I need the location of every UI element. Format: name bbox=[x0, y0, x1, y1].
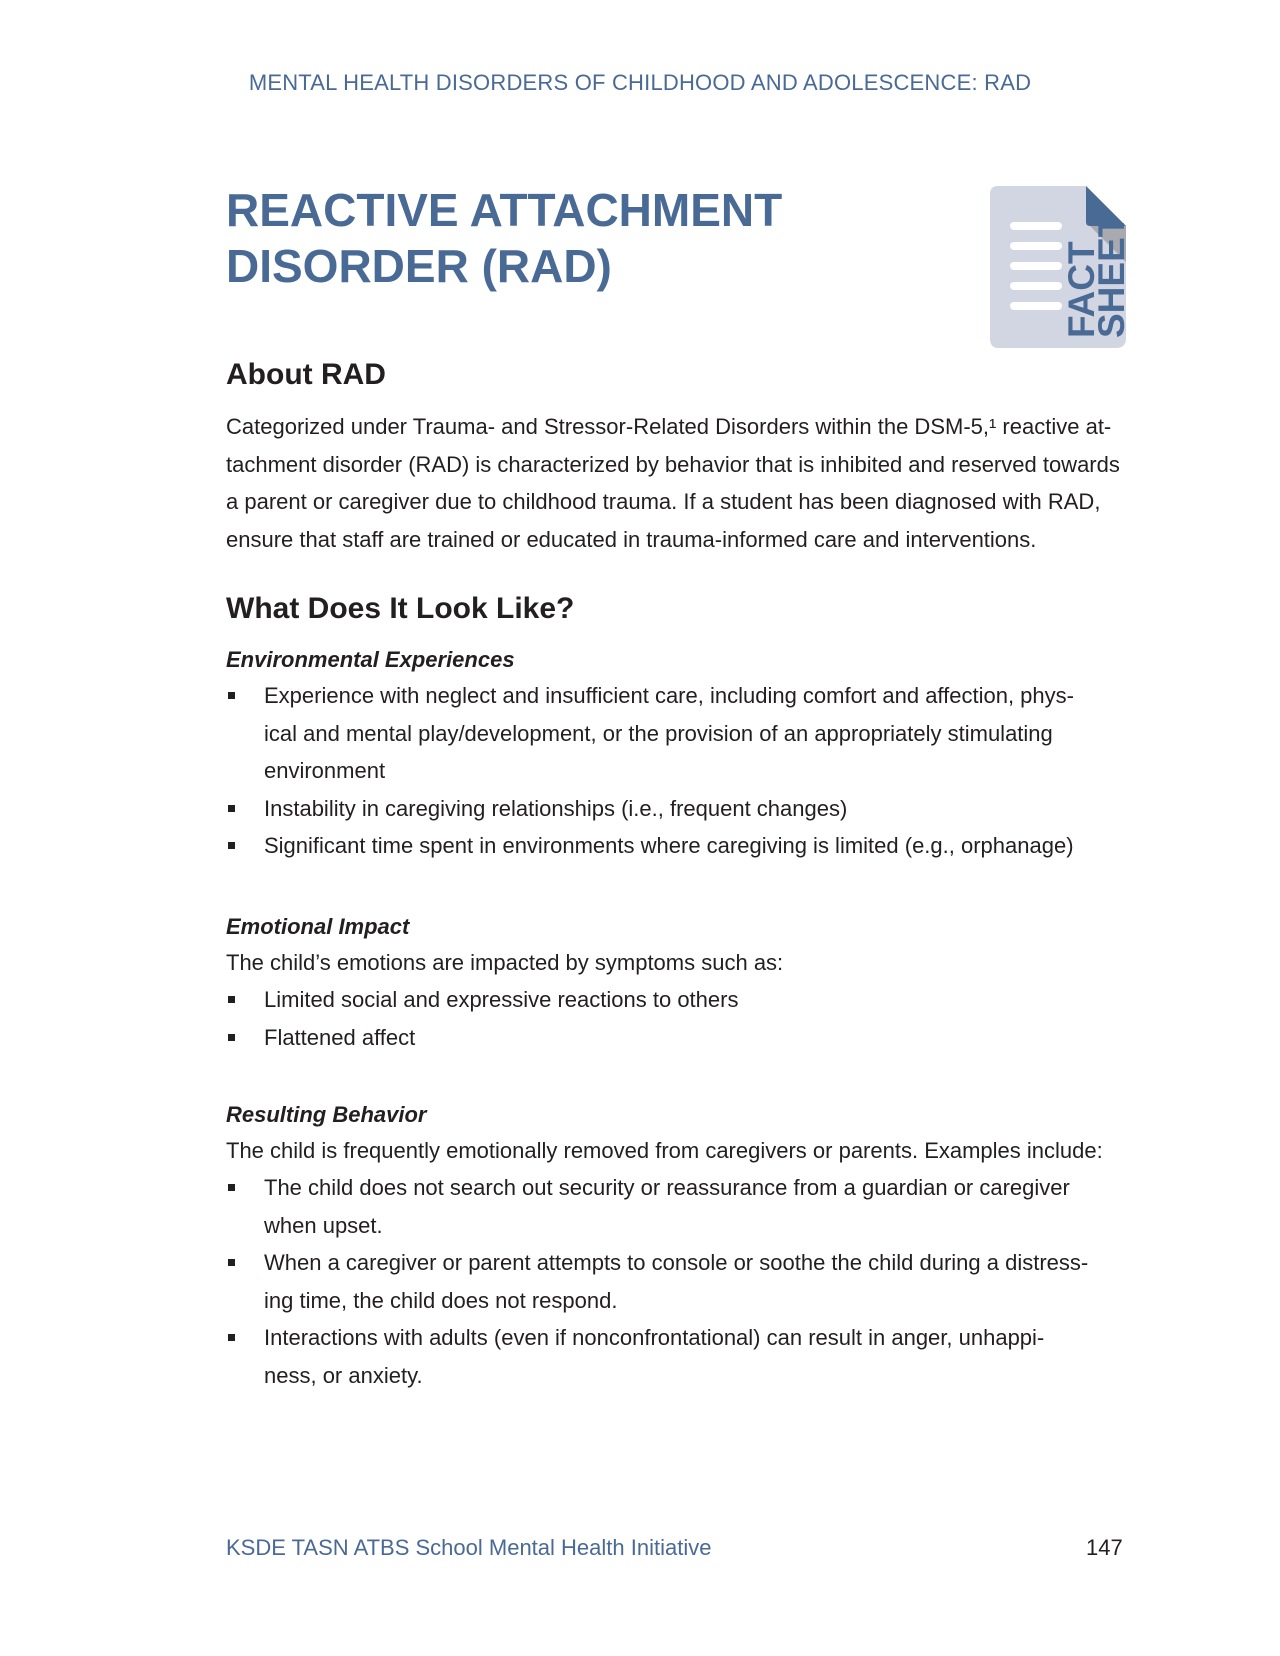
text-line: Flattened affect bbox=[264, 1024, 416, 1050]
sheet-word: SHEET bbox=[1091, 214, 1132, 338]
text-line: ing time, the child does not respond. bbox=[264, 1287, 618, 1313]
list-item bbox=[226, 677, 1126, 790]
running-head: MENTAL HEALTH DISORDERS OF CHILDHOOD AND ADOLESCENCE: RAD bbox=[248, 70, 1032, 95]
list-item bbox=[226, 827, 1126, 865]
text-line: a parent or caregiver due to childhood trauma. If a student has been diagnosed with RAD, bbox=[226, 489, 1101, 514]
list-item bbox=[226, 1319, 1126, 1394]
emotional-subheading: Emotional Impact bbox=[226, 914, 410, 939]
text-line: environment bbox=[264, 758, 386, 783]
text-line: Experience with neglect and insufficient care, including comfort and affection, phys- bbox=[264, 683, 1074, 708]
page-number: 147 bbox=[1086, 1535, 1123, 1560]
text-line: Interactions with adults (even if nonconfrontational) can result in anger, unhappi- bbox=[264, 1325, 1045, 1350]
title-line-2: DISORDER (RAD) bbox=[226, 240, 612, 292]
emotional-list bbox=[226, 981, 1126, 1056]
list-item bbox=[226, 1019, 1126, 1057]
environmental-list bbox=[226, 677, 1126, 865]
fact-sheet-document-icon bbox=[990, 186, 1132, 348]
text-line: The child does not search out security or reassurance from a guardian or caregiver bbox=[264, 1175, 1070, 1200]
text-line: Significant time spent in environments where caregiving is limited (e.g., orphanage) bbox=[264, 833, 1074, 858]
text-line: tachment disorder (RAD) is characterized by behavior that is inhibited and reserved towards bbox=[226, 451, 1120, 477]
text-line: ical and mental play/development, or the provision of an appropriately stimulating bbox=[264, 720, 1053, 746]
list-item bbox=[226, 790, 1126, 828]
title-line-1: REACTIVE ATTACHMENT bbox=[226, 184, 783, 236]
about-paragraph bbox=[226, 408, 1126, 558]
list-item bbox=[226, 1244, 1126, 1319]
text-line: Categorized under Trauma- and Stressor-Related Disorders within the DSM-5,¹ reactive at- bbox=[226, 414, 1112, 439]
text-line: When a caregiver or parent attempts to console or soothe the child during a distress- bbox=[264, 1250, 1089, 1275]
text-line: Instability in caregiving relationships (i.e., frequent changes) bbox=[264, 795, 848, 821]
page-title bbox=[226, 182, 926, 294]
behavior-subheading: Resulting Behavior bbox=[226, 1102, 427, 1127]
text-line: ness, or anxiety. bbox=[264, 1362, 423, 1388]
about-heading: About RAD bbox=[226, 358, 386, 391]
behavior-list bbox=[226, 1169, 1126, 1394]
text-line: ensure that staff are trained or educated in trauma-informed care and interventions. bbox=[226, 526, 1037, 552]
fact-word: FACT bbox=[1061, 241, 1102, 338]
emotional-intro: The child’s emotions are impacted by symptoms such as: bbox=[226, 950, 784, 975]
look-like-heading: What Does It Look Like? bbox=[226, 592, 575, 625]
text-line: when upset. bbox=[264, 1212, 383, 1238]
behavior-intro: The child is frequently emotionally removed from caregivers or parents. Examples include: bbox=[226, 1138, 1103, 1163]
list-item bbox=[226, 1169, 1126, 1244]
list-item bbox=[226, 981, 1126, 1019]
environmental-subheading: Environmental Experiences bbox=[226, 647, 515, 672]
footer-organization: KSDE TASN ATBS School Mental Health Initiative bbox=[226, 1535, 712, 1560]
text-line: Limited social and expressive reactions to others bbox=[264, 987, 739, 1012]
